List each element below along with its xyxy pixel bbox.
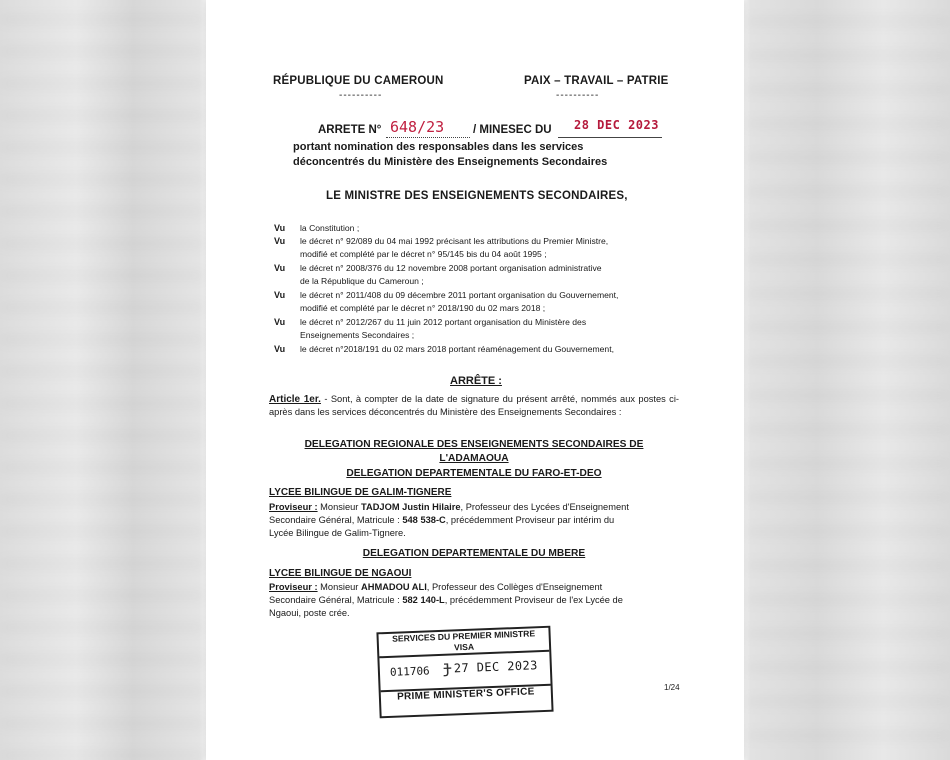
arrete-title-line-1: portant nomination des responsables dans les services <box>293 141 584 153</box>
page-number: 1/24 <box>664 683 680 692</box>
vu-item <box>274 222 714 235</box>
stamp-services: SERVICES DU PREMIER MINISTRE <box>391 628 536 644</box>
person-name: AHMADOU ALI <box>361 582 427 592</box>
arrete-ministry: / MINESEC DU <box>473 124 552 136</box>
vu-text: le décret n° 2011/408 du 09 décembre 2011 portant organisation du Gouvernement, <box>300 290 619 300</box>
person-desc-3: , précédemment Proviseur de l'ex Lycée de <box>444 595 623 605</box>
vu-label: Vu <box>274 236 286 246</box>
minister-heading: LE MINISTRE DES ENSEIGNEMENTS SECONDAIRES, <box>326 190 628 202</box>
blurred-background-right <box>745 0 950 760</box>
person-desc-1: , Professeur des Collèges d'Enseignement <box>426 582 603 592</box>
arrete-title-line-2: déconcentrés du Ministère des Enseignements Secondaires <box>293 156 608 168</box>
vu-item <box>274 262 714 289</box>
header-motto: PAIX – TRAVAIL – PATRIE <box>524 75 669 87</box>
vu-text: le décret n°2018/191 du 02 mars 2018 portant réaménagement du Gouvernement, <box>300 344 614 354</box>
article-1-text: - Sont, à compter de la date de signature du présent arrêté, nommés aux postes ci-après dans les services déconcentrés du Ministère des Enseignements Secondaires : <box>269 394 679 417</box>
vu-list <box>274 222 714 356</box>
person-prefix: Monsieur <box>320 582 359 592</box>
arrete-number: 648/23 <box>390 118 445 136</box>
person-desc-3: , précédemment Proviseur par intérim du <box>445 515 615 525</box>
proviseur-label: Proviseur : <box>269 582 318 592</box>
vu-label: Vu <box>274 317 286 327</box>
header-republic: RÉPUBLIQUE DU CAMEROUN <box>273 75 444 87</box>
person-desc-2: Secondaire Général, Matricule : <box>269 595 400 605</box>
vu-text: le décret n° 2008/376 du 12 novembre 2008 portant organisation administrative <box>300 263 602 273</box>
arrete-date-stamp: 28 DEC 2023 <box>574 118 659 132</box>
matricule: 548 538-C <box>402 515 446 525</box>
stamp-visa: VISA <box>453 641 475 652</box>
vu-text: Enseignements Secondaires ; <box>300 330 415 340</box>
person-desc-1: , Professeur des Lycées d'Enseignement <box>460 502 629 512</box>
stamp-footer: PRIME MINISTER'S OFFICE <box>396 686 535 703</box>
vu-item <box>274 343 714 356</box>
stamp-number: 011706 <box>389 664 430 679</box>
stamp-signature-mark: ɟ <box>441 657 453 678</box>
document-page <box>206 0 744 760</box>
vu-label: Vu <box>274 290 286 300</box>
vu-item <box>274 235 714 262</box>
vu-text: modifié et complété par le décret n° 2018/190 du 02 mars 2018 ; <box>300 303 546 313</box>
arrete-number-underline <box>386 137 470 138</box>
delegation-departementale-faro: DELEGATION DEPARTEMENTALE DU FARO-ET-DEO <box>346 468 602 479</box>
header-right-dashes: ---------- <box>556 90 600 101</box>
delegation-regionale-line-1: DELEGATION REGIONALE DES ENSEIGNEMENTS SECONDAIRES DE <box>304 439 644 450</box>
arrete-prefix: ARRETE N° <box>318 124 382 136</box>
lycee-1-appointment <box>269 501 681 540</box>
arrete-date-underline <box>558 137 662 138</box>
blurred-background-left <box>0 0 205 760</box>
person-desc-2: Secondaire Général, Matricule : <box>269 515 400 525</box>
person-desc-4: Ngaoui, poste crée. <box>269 608 350 618</box>
stamp-date: 27 DEC 2023 <box>453 658 538 676</box>
article-1-label: Article 1er. <box>269 394 321 405</box>
lycee-ngaoui: LYCEE BILINGUE DE NGAOUI <box>269 568 412 579</box>
vu-text: de la République du Cameroun ; <box>300 276 424 286</box>
person-prefix: Monsieur <box>320 502 359 512</box>
arrete-heading: ARRÊTE : <box>450 375 502 387</box>
lycee-galim-tignere: LYCEE BILINGUE DE GALIM-TIGNERE <box>269 487 452 498</box>
matricule: 582 140-L <box>402 595 445 605</box>
delegation-departementale-mbere: DELEGATION DEPARTEMENTALE DU MBERE <box>362 548 586 559</box>
header-left-dashes: ---------- <box>339 90 383 101</box>
pm-visa-stamp <box>376 626 553 719</box>
article-1 <box>269 393 679 419</box>
delegation-regionale-line-2: L'ADAMAOUA <box>439 453 509 464</box>
vu-text: le décret n° 92/089 du 04 mai 1992 précisant les attributions du Premier Ministre, <box>300 236 609 246</box>
person-name: TADJOM Justin Hilaire <box>361 502 461 512</box>
vu-label: Vu <box>274 344 286 354</box>
vu-item <box>274 289 714 316</box>
vu-text: le décret n° 2012/267 du 11 juin 2012 portant organisation du Ministère des <box>300 317 587 327</box>
vu-label: Vu <box>274 223 286 233</box>
person-desc-4: Lycée Bilingue de Galim-Tignere. <box>269 528 406 538</box>
vu-item <box>274 316 714 343</box>
vu-label: Vu <box>274 263 286 273</box>
vu-text: la Constitution ; <box>300 223 360 233</box>
vu-text: modifié et complété par le décret n° 95/145 bis du 04 août 1995 ; <box>300 249 547 259</box>
proviseur-label: Proviseur : <box>269 502 318 512</box>
lycee-2-appointment <box>269 581 681 620</box>
